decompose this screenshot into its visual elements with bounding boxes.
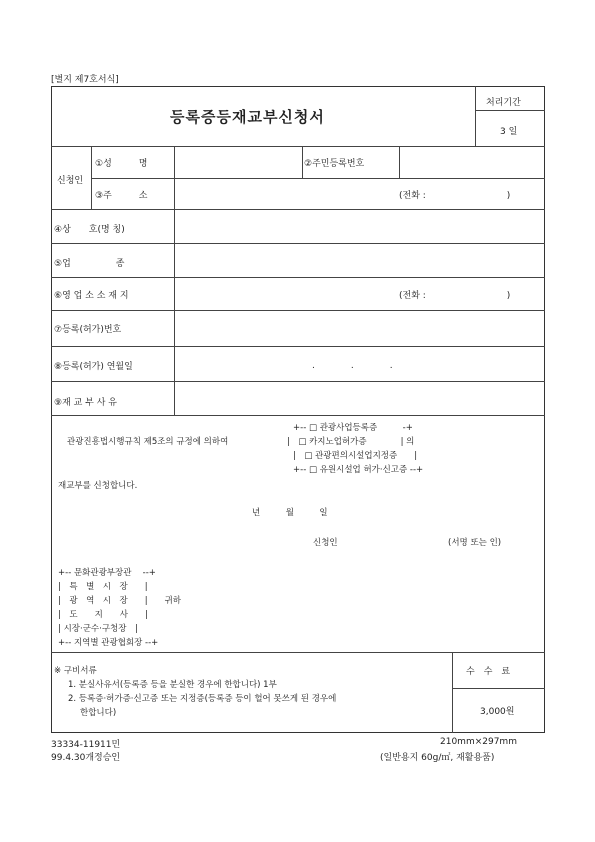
- divider: [302, 146, 303, 178]
- address-phone: (전화 : ): [399, 191, 511, 201]
- reg-number-field[interactable]: [176, 312, 543, 344]
- divider: [51, 310, 545, 311]
- recipient-line-3: | 광 역 시 장 | 귀하: [58, 596, 181, 606]
- applicant-label: 신청인: [57, 176, 84, 186]
- trade-name-field[interactable]: [176, 211, 543, 241]
- recipient-line-4: | 도 지 사 |: [58, 610, 148, 620]
- option-facility-designation[interactable]: | □ 관광편의시설업지정증 |: [293, 451, 418, 461]
- processing-period-value: 3 일: [500, 127, 518, 137]
- divider: [475, 86, 476, 146]
- date-line[interactable]: 년 월 일: [252, 508, 328, 518]
- reg-number-label: ⑦등록(허가)번호: [54, 325, 122, 335]
- divider: [51, 381, 545, 382]
- processing-period-label: 처리기간: [486, 98, 521, 108]
- attachments-header: ※ 구비서류: [54, 666, 97, 676]
- business-type-field[interactable]: [176, 245, 543, 275]
- reg-date-value[interactable]: . . .: [312, 361, 393, 371]
- fee-value: 3,000원: [480, 707, 515, 717]
- name-field[interactable]: [176, 148, 300, 176]
- resident-id-field[interactable]: [401, 148, 543, 176]
- paper-size: 210mm×297mm: [440, 737, 517, 747]
- address-label: ③주 소: [95, 191, 148, 201]
- divider: [51, 415, 545, 416]
- divider: [51, 346, 545, 347]
- business-type-label: ⑤업 종: [54, 259, 125, 269]
- divider: [51, 277, 545, 278]
- law-text: 관광진흥법시행규칙 제5조의 규정에 의하여: [67, 437, 229, 447]
- option-casino-license[interactable]: | □ 카지노업허가증 | 의: [287, 437, 415, 447]
- reissue-reason-field[interactable]: [176, 383, 543, 413]
- recipient-line-6: +-- 지역별 관광협회장 --+: [58, 638, 159, 648]
- attachment-item-1: 1. 분실사유서(등록증 등을 분실한 경우에 한합니다) 1부: [68, 680, 277, 690]
- divider: [174, 146, 175, 415]
- divider: [399, 146, 400, 178]
- divider: [51, 209, 545, 210]
- approval-date: 99.4.30개정승인: [51, 753, 121, 763]
- attachment-item-2: 2. 등록증·허가증·신고증 또는 지정증(등록증 등이 헐어 못쓰게 된 경우에: [68, 694, 337, 704]
- divider: [51, 243, 545, 244]
- sign-hint[interactable]: (서명 또는 인): [448, 538, 502, 548]
- request-text: 재교부를 신청합니다.: [58, 481, 138, 491]
- recipient-line-2: | 특 별 시 장 |: [58, 582, 148, 592]
- paper-spec: (일반용지 60g/㎡, 재활용품): [380, 753, 495, 763]
- form-title: 등록증등재교부신청서: [170, 108, 325, 126]
- name-label: ①성 명: [95, 159, 148, 169]
- trade-name-label: ④상 호(명 칭): [54, 225, 125, 235]
- recipient-line-5: | 시장·군수·구청장 |: [58, 624, 138, 634]
- divider: [475, 110, 545, 111]
- divider: [452, 688, 545, 689]
- divider: [51, 652, 545, 653]
- reissue-reason-label: ⑨재 교 부 사 유: [54, 398, 117, 408]
- recipient-line-1: +-- 문화관광부장관 --+: [58, 568, 156, 578]
- divider: [452, 652, 453, 733]
- location-label: ⑥영 업 소 소 재 지: [54, 291, 129, 301]
- reg-date-label: ⑧등록(허가) 연월일: [54, 362, 133, 372]
- option-box-top: +-- □ 관광사업등록증 -+: [293, 423, 413, 433]
- attachment-item-2-cont: 한합니다): [80, 708, 117, 718]
- fee-label: 수 수 료: [466, 667, 511, 677]
- form-code: 33334-11911민: [51, 740, 121, 750]
- option-amusement-license[interactable]: +-- □ 유원시설업 허가·신고증 --+: [293, 465, 424, 475]
- resident-id-label: ②주민등록번호: [304, 159, 365, 169]
- signer-label: 신청인: [313, 538, 338, 548]
- location-phone: (전화 : ): [399, 291, 511, 301]
- divider: [91, 178, 545, 179]
- divider: [51, 146, 545, 147]
- form-number-tag: [별지 제7호서식]: [51, 75, 119, 85]
